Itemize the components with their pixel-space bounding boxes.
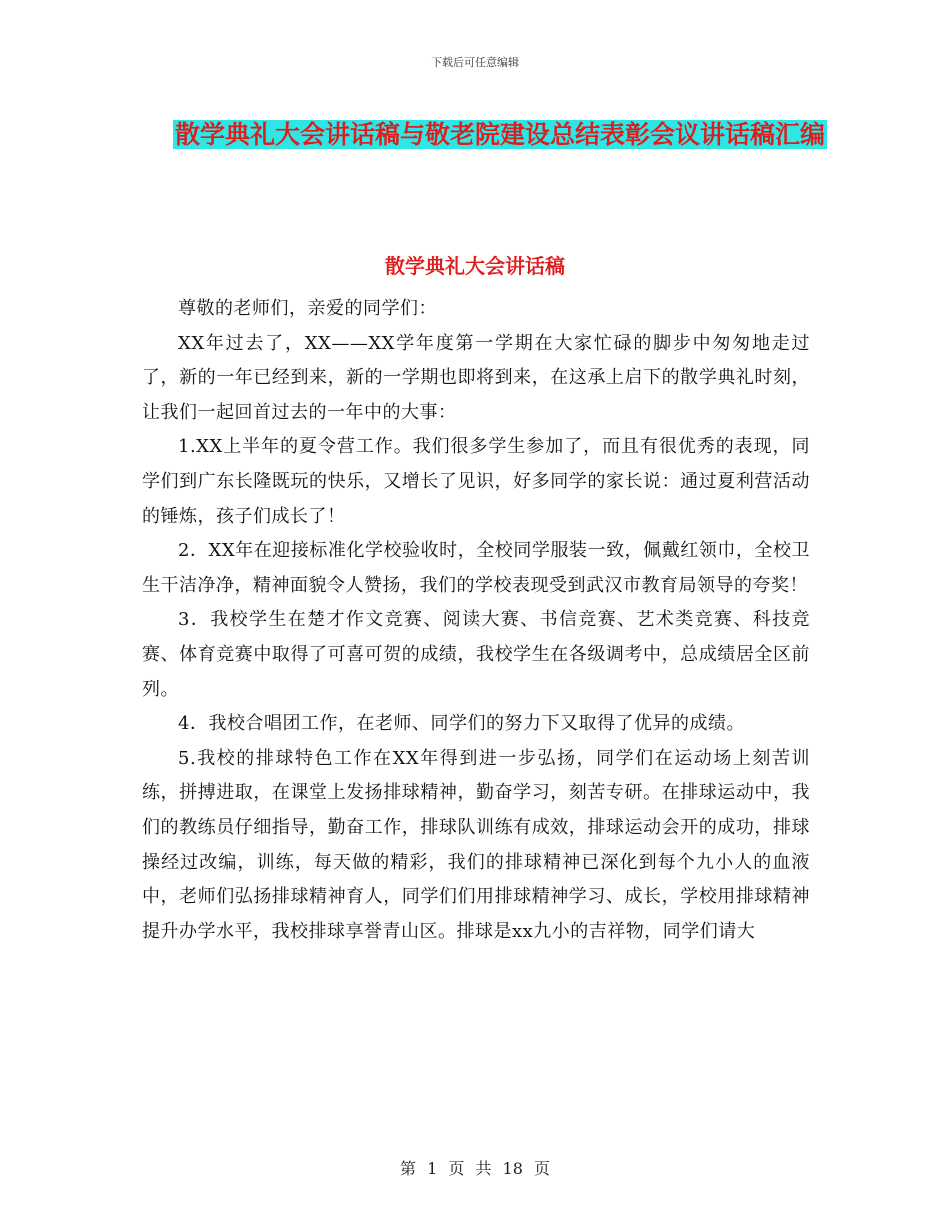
document-title-text: 散学典礼大会讲话稿与敬老院建设总结表彰会议讲话稿汇编: [174, 120, 825, 149]
section-title: 散学典礼大会讲话稿: [385, 254, 565, 278]
page-number: 第 1 页 共 18 页: [400, 1159, 550, 1178]
paragraph: 2．XX年在迎接标准化学校验收时，全校同学服装一致，佩戴红领巾，全校卫生干洁净净，精神面貌令人赞扬，我们的学校表现受到武汉市教育局领导的夸奖！: [142, 540, 810, 596]
paragraph: 5.我校的排球特色工作在XX年得到进一步弘扬，同学们在运动场上刻苦训练，拼搏进取，在课堂上发扬排球精神，勤奋学习，刻苦专研。在排球运动中，我们的教练员仔细指导，勤奋工作，排球队训练有成效，排球运动会开的成功，排球操经过改编，训练，每天做的精彩，我们的排球精神已深化到每个九小人的血液中，老师们弘扬排球精神育人，同学们们用排球精神学习、成长，学校用排球精神提升办学水平，我校排球享誉青山区。排球是xx九小的吉祥物，同学们请大: [142, 747, 810, 942]
paragraph: 1.XX上半年的夏令营工作。我们很多学生参加了，而且有很优秀的表现，同学们到广东长隆既玩的快乐，又增长了见识，好多同学的家长说：通过夏利营活动的锤炼，孩子们成长了！: [142, 436, 810, 527]
paragraph: 3．我校学生在楚才作文竞赛、阅读大赛、书信竞赛、艺术类竞赛、科技竞赛、体育竞赛中取得了可喜可贺的成绩，我校学生在各级调考中，总成绩居全区前列。: [142, 609, 810, 700]
paragraph: XX年过去了，XX——XX学年度第一学期在大家忙碌的脚步中匆匆地走过了，新的一年已经到来，新的一学期也即将到来，在这承上启下的散学典礼时刻，让我们一起回首过去的一年中的大事：: [142, 332, 810, 423]
document-title: [170, 110, 830, 160]
paragraph: 4．我校合唱团工作，在老师、同学们的努力下又取得了优异的成绩。: [178, 713, 745, 735]
document-body: [142, 292, 810, 949]
header-note: 下载后可任意编辑: [431, 56, 519, 69]
paragraph-greeting: 尊敬的老师们，亲爱的同学们：: [178, 298, 437, 319]
